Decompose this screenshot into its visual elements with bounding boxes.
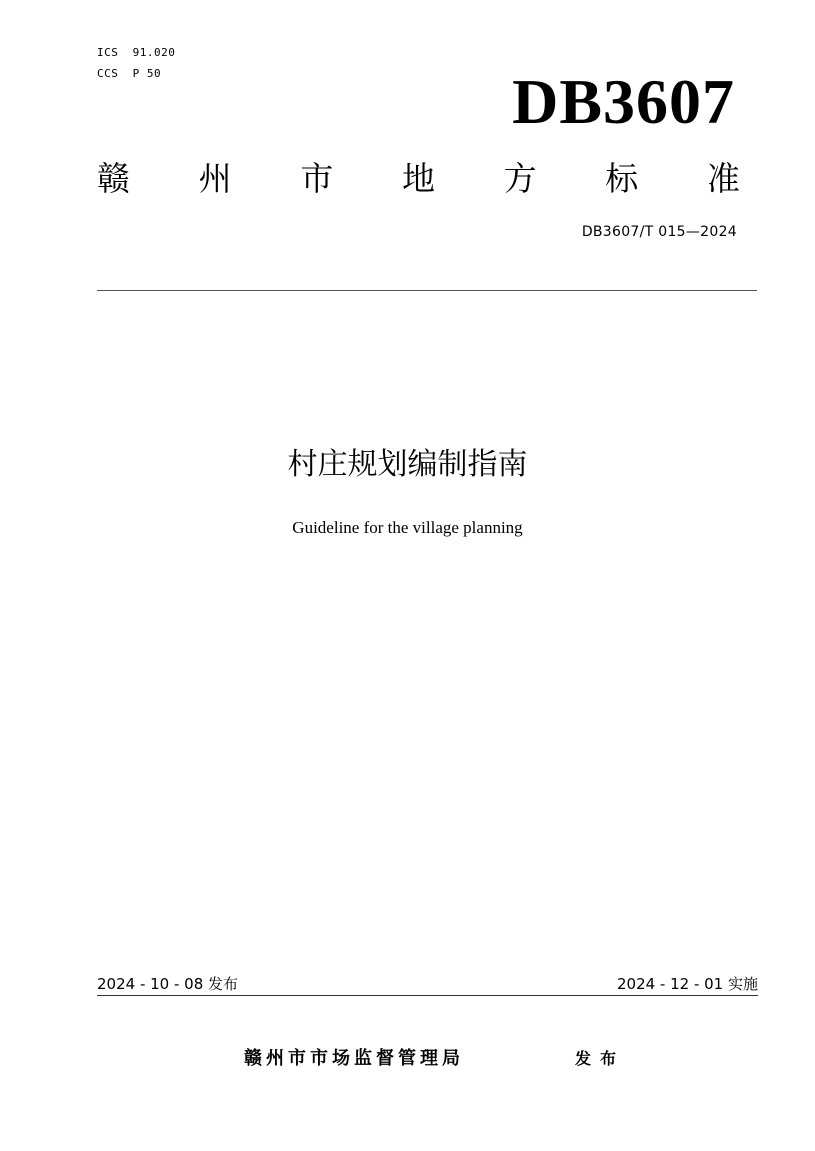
header-divider (97, 290, 757, 291)
issue-label: 发布 (575, 1049, 626, 1068)
document-title-english: Guideline for the village planning (292, 518, 523, 537)
standard-type-char: 准 (706, 159, 740, 198)
standard-code-heading: DB3607 (512, 66, 735, 137)
classification-block (97, 42, 175, 84)
standard-type-char: 标 (605, 159, 639, 198)
standard-type-char: 市 (300, 159, 334, 198)
implementation-date: 2024 - 12 - 01 实施 (616, 975, 758, 993)
standard-type-char: 地 (401, 159, 435, 198)
release-date: 2024 - 10 - 08 发布 (97, 975, 239, 993)
ccs-code: CCS P 50 (97, 67, 162, 80)
issuing-authority: 赣州市市场监督管理局 (244, 1048, 464, 1069)
ics-code: ICS 91.020 (97, 46, 176, 59)
standard-type-char: 方 (503, 159, 537, 198)
standard-type-char: 州 (198, 159, 232, 198)
date-divider (97, 995, 758, 996)
document-title-chinese: 村庄规划编制指南 (287, 447, 528, 482)
standard-number: DB3607/T 015—2024 (581, 224, 737, 240)
standard-type-title (97, 154, 740, 204)
standard-type-char: 赣 (97, 159, 130, 198)
